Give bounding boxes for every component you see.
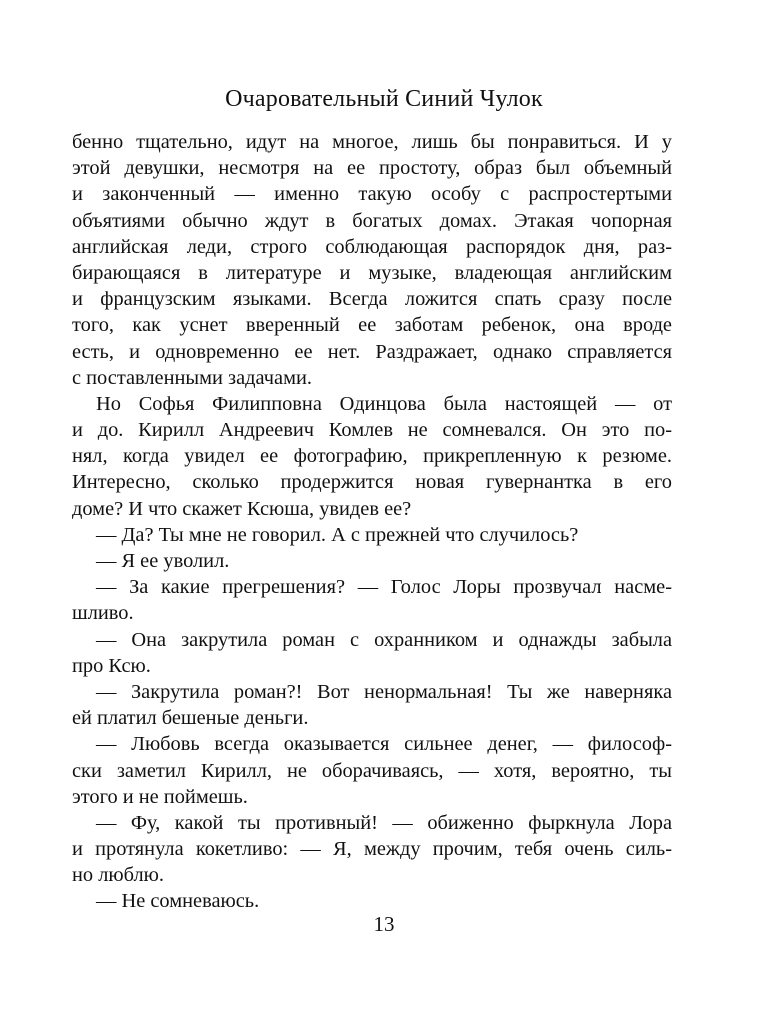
text-line: бенно тщательно, идут на многое, лишь бы понравиться. И у [72,131,672,153]
text-line: и законченный — именно такую особу с распростертыми [72,183,672,206]
text-line: — Она закрутила роман с охранником и однажды забыла [96,628,672,651]
text-line: этой девушки, несмотря на ее простоту, образ был объемный [72,157,672,180]
text-line: — Я ее уволил. [96,550,230,572]
text-line: — Любовь всегда оказывается сильнее денег, — философ- [96,733,672,756]
text-line: но люблю. [72,864,164,887]
text-line: — Да? Ты мне не говорил. А с прежней что случилось? [96,523,579,546]
text-line: и французским языками. Всегда ложится спать сразу после [72,288,672,311]
text-line: — Фу, какой ты противный! — обиженно фыркнула Лора [96,811,672,834]
text-line: — За какие прегрешения? — Голос Лоры прозвучал насме- [96,576,672,599]
page-number: 13 [373,912,395,936]
text-line: и до. Кирилл Андреевич Комлев не сомневался. Он это по- [72,419,672,442]
text-line: английская леди, строго соблюдающая распорядок дня, раз- [72,235,672,258]
text-line: этого и не поймешь. [72,785,248,808]
text-line: Но Софья Филипповна Одинцова была настоящей — от [96,392,672,415]
text-line: — Закрутила роман?! Вот ненормальная! Ты же наверняка [96,680,672,703]
body-text [72,129,672,915]
text-line: шливо. [72,602,134,625]
text-line: и протянула кокетливо: — Я, между прочим, тебя очень силь- [72,838,672,861]
text-line: доме? И что скажет Ксюша, увидев ее? [72,497,412,520]
text-line: того, как уснет вверенный ее заботам ребенок, она вроде [72,314,672,337]
text-line: объятиями обычно ждут в богатых домах. Этакая чопорная [72,209,672,232]
running-head: Очаровательный Синий Чулок [225,86,543,112]
text-line: про Ксю. [72,654,151,677]
text-line: — Не сомневаюсь. [96,890,260,913]
text-line: ски заметил Кирилл, не оборачиваясь, — хотя, вероятно, ты [72,759,672,782]
text-line: с поставленными задачами. [72,366,312,389]
text-line: бирающаяся в литературе и музыке, владеющая английским [72,261,672,284]
text-line: нял, когда увидел ее фотографию, прикрепленную к резюме. [72,445,672,468]
text-line: Интересно, сколько продержится новая гувернантка в его [72,471,672,494]
text-line: ей платил бешеные деньги. [72,707,309,730]
text-line: есть, и одновременно ее нет. Раздражает, однако справляется [72,340,672,363]
